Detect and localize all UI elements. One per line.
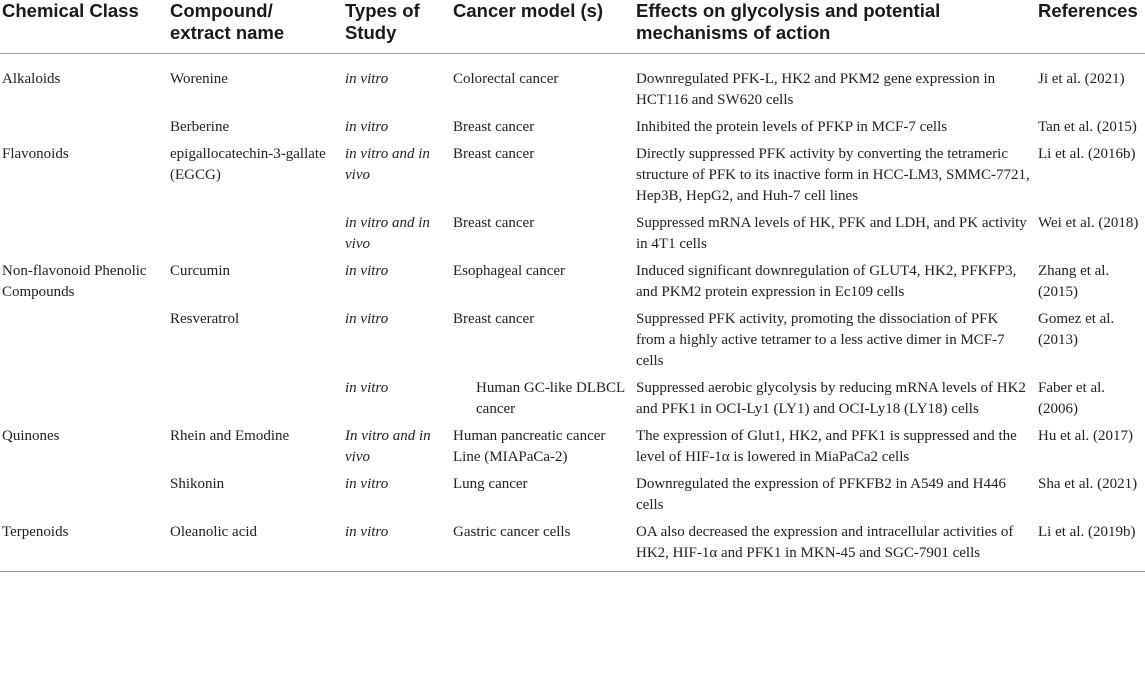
cell-reference: Ji et al. (2021): [1038, 71, 1125, 87]
cell-cancer-model: Lung cancer: [453, 476, 528, 492]
cell-study-type: in vitro: [345, 263, 389, 279]
table-row: [0, 422, 1145, 470]
table-header: [0, 0, 1145, 54]
cell-reference: Tan et al. (2015): [1038, 119, 1137, 135]
cell-compound: [167, 374, 342, 422]
cell-chemical-class: [0, 374, 167, 422]
cell-chemical-class: Flavonoids: [2, 146, 69, 162]
cell-chemical-class: Quinones: [2, 428, 60, 444]
cell-reference: Faber et al. (2006): [1038, 380, 1106, 417]
header-row: [0, 0, 1145, 54]
cell-compound: Worenine: [170, 71, 228, 87]
cell-compound: Oleanolic acid: [167, 518, 342, 572]
cell-study-type: in vitro: [345, 476, 389, 492]
cell-cancer-model: Human GC-like DLBCL cancer: [476, 380, 625, 417]
cell-cancer-model: Breast cancer: [453, 146, 535, 162]
cell-effects: Suppressed aerobic glycolysis by reducing mRNA levels of HK2 and PFK1 in OCI-Ly1 (LY1) and OCI-Ly18 (LY18) cells: [636, 380, 1026, 417]
cell-chemical-class: [0, 305, 167, 374]
cell-compound: Shikonin: [170, 476, 225, 492]
cell-effects: Downregulated the expression of PFKFB2 in A549 and H446 cells: [636, 476, 1006, 513]
cell-chemical-class: [0, 113, 167, 140]
table-row: [0, 518, 1145, 572]
cell-study-type: in vitro and in vivo: [345, 215, 430, 252]
header-references: References: [1035, 0, 1145, 54]
cell-reference: Gomez et al. (2013): [1038, 311, 1115, 348]
table-row: [0, 257, 1145, 305]
table-row: [0, 140, 1145, 209]
header-cancer-model: Cancer model (s): [450, 0, 633, 54]
cell-chemical-class: [0, 470, 167, 518]
cell-cancer-model: Gastric cancer cells: [450, 518, 633, 572]
cell-study-type: in vitro: [345, 380, 389, 396]
cell-chemical-class: [0, 209, 167, 257]
cell-effects: Suppressed PFK activity, promoting the dissociation of PFK from a highly active tetramer to a less active dimer in MCF-7 cells: [636, 311, 1005, 369]
cell-cancer-model: Colorectal cancer: [453, 71, 559, 87]
cell-effects: Directly suppressed PFK activity by converting the tetrameric structure of PFK to its inactive form in HCC-LM3, SMMC-7721, Hep3B, HepG2, and Huh-7 cell lines: [636, 146, 1030, 204]
cell-reference: Li et al. (2016b): [1038, 146, 1136, 162]
table-row: [0, 305, 1145, 374]
cell-chemical-class: Terpenoids: [0, 518, 167, 572]
cell-effects: OA also decreased the expression and intracellular activities of HK2, HIF-1α and PFK1 in MKN-45 and SGC-7901 cells: [633, 518, 1035, 572]
cell-cancer-model: Human pancreatic cancer Line (MIAPaCa-2): [453, 428, 606, 465]
cell-chemical-class: Alkaloids: [2, 71, 61, 87]
cell-effects: Inhibited the protein levels of PFKP in MCF-7 cells: [636, 119, 948, 135]
cell-reference: Wei et al. (2018): [1038, 215, 1139, 231]
cell-cancer-model: Breast cancer: [453, 215, 535, 231]
cell-compound: [167, 209, 342, 257]
cell-study-type: in vitro: [345, 311, 389, 327]
table-row: [0, 470, 1145, 518]
cell-compound: Curcumin: [170, 263, 230, 279]
cell-effects: The expression of Glut1, HK2, and PFK1 is suppressed and the level of HIF-1α is lowered in MiaPaCa2 cells: [636, 428, 1017, 465]
cell-cancer-model: Breast cancer: [453, 119, 535, 135]
cell-study-type: in vitro: [345, 119, 389, 135]
cell-reference: Li et al. (2019b): [1035, 518, 1145, 572]
cell-effects: Induced significant downregulation of GLUT4, HK2, PFKFP3, and PKM2 protein expression in Ec109 cells: [636, 263, 1017, 300]
cell-reference: Hu et al. (2017): [1038, 428, 1133, 444]
cell-study-type: in vitro: [342, 518, 450, 572]
cell-effects: Suppressed mRNA levels of HK, PFK and LDH, and PK activity in 4T1 cells: [636, 215, 1027, 252]
cell-reference: Zhang et al. (2015): [1038, 263, 1110, 300]
cell-study-type: in vitro and in vivo: [345, 146, 430, 183]
cell-reference: Sha et al. (2021): [1038, 476, 1138, 492]
cell-study-type: in vitro: [345, 71, 389, 87]
cell-chemical-class: Non-flavonoid Phenolic Compounds: [2, 263, 147, 300]
header-study-type: Types of Study: [342, 0, 450, 54]
cell-compound: Resveratrol: [170, 311, 240, 327]
cell-study-type: In vitro and in vivo: [345, 428, 431, 465]
cell-cancer-model: Esophageal cancer: [453, 263, 566, 279]
table-row: [0, 54, 1145, 114]
cell-effects: Downregulated PFK-L, HK2 and PKM2 gene expression in HCT116 and SW620 cells: [636, 71, 996, 108]
cell-compound: epigallocatechin-3-gallate (EGCG): [170, 146, 326, 183]
table-row: [0, 209, 1145, 257]
header-effects: Effects on glycolysis and potential mechanisms of action: [633, 0, 1035, 54]
table-row: [0, 374, 1145, 422]
cell-compound: Rhein and Emodine: [170, 428, 290, 444]
header-chemical-class: Chemical Class: [0, 0, 167, 54]
cell-cancer-model: Breast cancer: [453, 311, 535, 327]
table-row: [0, 113, 1145, 140]
table-body: [0, 54, 1145, 572]
cell-compound: Berberine: [170, 119, 230, 135]
header-compound: Compound/ extract name: [167, 0, 342, 54]
